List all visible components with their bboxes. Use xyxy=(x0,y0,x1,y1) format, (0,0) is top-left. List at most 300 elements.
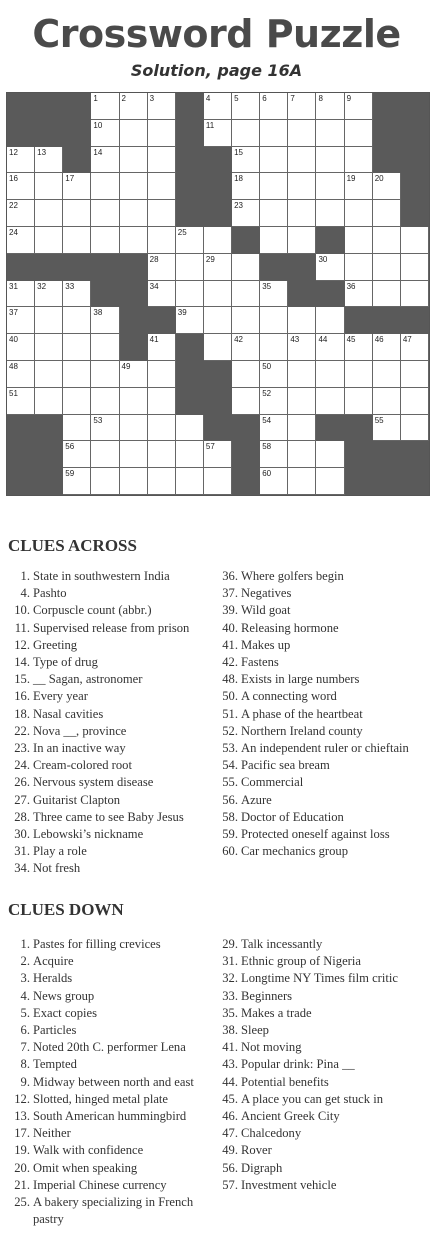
grid-cell-number: 46 xyxy=(374,335,384,345)
grid-cell-number: 20 xyxy=(374,174,384,184)
grid-cell[interactable] xyxy=(288,227,316,254)
grid-cell[interactable] xyxy=(260,147,288,174)
clue-text: Supervised release from prison xyxy=(33,620,190,635)
grid-cell[interactable] xyxy=(204,441,232,468)
grid-cell[interactable] xyxy=(120,227,148,254)
grid-cell[interactable] xyxy=(120,468,148,495)
grid-cell-number: 10 xyxy=(93,120,103,130)
clue-number: 11. xyxy=(14,620,30,635)
grid-cell[interactable] xyxy=(204,93,232,120)
clue-text: Negatives xyxy=(241,586,292,601)
grid-cell[interactable] xyxy=(148,281,176,308)
clue-number: 55. xyxy=(222,775,238,790)
grid-cell[interactable] xyxy=(232,120,260,147)
grid-cell[interactable] xyxy=(35,361,63,388)
grid-cell-number: 5 xyxy=(234,94,239,103)
clue-item xyxy=(222,1177,430,1194)
grid-cell-black xyxy=(176,173,204,200)
grid-cell[interactable] xyxy=(91,307,119,334)
clue-number: 54. xyxy=(222,758,238,773)
grid-cell[interactable] xyxy=(120,415,148,442)
grid-cell[interactable] xyxy=(204,281,232,308)
clue-item xyxy=(222,1142,430,1159)
grid-cell-number: 55 xyxy=(374,415,384,425)
grid-cell[interactable] xyxy=(91,93,119,120)
grid-cell[interactable] xyxy=(148,254,176,281)
grid-cell[interactable] xyxy=(373,254,401,281)
grid-cell[interactable] xyxy=(91,388,119,415)
grid-cell[interactable] xyxy=(345,93,373,120)
grid-cell[interactable] xyxy=(316,388,344,415)
grid-cell[interactable] xyxy=(120,93,148,120)
grid-cell[interactable] xyxy=(345,173,373,200)
clue-item xyxy=(14,1108,226,1125)
grid-cell[interactable] xyxy=(260,200,288,227)
grid-cell[interactable] xyxy=(35,173,63,200)
grid-cell[interactable] xyxy=(373,334,401,361)
grid-cell-number: 40 xyxy=(9,335,18,345)
clue-item xyxy=(222,654,430,671)
grid-cell-number: 3 xyxy=(149,94,155,103)
grid-cell[interactable] xyxy=(401,361,429,388)
grid-cell[interactable] xyxy=(176,415,204,442)
grid-cell[interactable] xyxy=(345,361,373,388)
grid-cell[interactable] xyxy=(288,93,316,120)
grid-cell[interactable] xyxy=(401,227,429,254)
grid-cell[interactable] xyxy=(176,281,204,308)
grid-cell-black xyxy=(401,200,429,227)
clue-number: 37. xyxy=(222,586,238,601)
clue-text: Pastes for filling crevices xyxy=(33,937,161,951)
grid-cell[interactable] xyxy=(316,147,344,174)
clue-text: Digraph xyxy=(241,1160,283,1175)
clue-number: 14. xyxy=(14,655,30,670)
grid-cell-black xyxy=(345,468,373,495)
grid-cell[interactable] xyxy=(204,307,232,334)
grid-cell[interactable] xyxy=(35,281,63,308)
grid-cell-number: 35 xyxy=(262,281,272,291)
page-subtitle: Solution, page 16A xyxy=(130,61,303,80)
clue-number: 4. xyxy=(20,988,30,1003)
grid-cell[interactable] xyxy=(260,227,288,254)
grid-cell[interactable] xyxy=(204,334,232,361)
grid-cell[interactable] xyxy=(204,468,232,495)
grid-cell[interactable] xyxy=(401,281,429,308)
clue-number: 17. xyxy=(14,1126,30,1141)
grid-cell[interactable] xyxy=(373,200,401,227)
grid-cell[interactable] xyxy=(373,227,401,254)
clue-text: Northern Ireland county xyxy=(241,723,363,738)
grid-cell[interactable] xyxy=(345,120,373,147)
grid-cell[interactable] xyxy=(316,441,344,468)
grid-cell-number: 41 xyxy=(149,335,159,345)
grid-cell[interactable] xyxy=(345,254,373,281)
grid-cell-number: 8 xyxy=(318,94,323,103)
grid-cell[interactable] xyxy=(232,173,260,200)
clue-item xyxy=(14,1160,226,1177)
clue-text: Every year xyxy=(33,689,88,704)
grid-cell[interactable] xyxy=(316,173,344,200)
grid-cell[interactable] xyxy=(260,307,288,334)
grid-cell-number: 43 xyxy=(290,335,300,345)
grid-cell[interactable] xyxy=(148,147,176,174)
grid-cell[interactable] xyxy=(232,281,260,308)
clue-item xyxy=(14,843,226,860)
grid-cell[interactable] xyxy=(288,415,316,442)
grid-cell[interactable] xyxy=(91,361,119,388)
clue-item xyxy=(14,637,226,654)
grid-cell[interactable] xyxy=(316,334,344,361)
clue-item xyxy=(222,1074,430,1091)
grid-cell[interactable] xyxy=(120,361,148,388)
grid-cell[interactable] xyxy=(204,254,232,281)
clue-number: 45. xyxy=(222,1091,238,1106)
grid-cell[interactable] xyxy=(148,200,176,227)
clue-number: 42. xyxy=(222,655,238,670)
clue-item xyxy=(14,723,226,740)
clue-text: A phase of the heartbeat xyxy=(241,706,363,721)
grid-cell-black xyxy=(176,147,204,174)
clue-number: 33. xyxy=(222,988,238,1003)
grid-cell-number: 56 xyxy=(65,442,75,452)
clue-item xyxy=(222,809,430,826)
clue-number: 5. xyxy=(20,1005,30,1020)
grid-cell[interactable] xyxy=(373,281,401,308)
grid-cell-number: 12 xyxy=(9,147,18,157)
grid-cell-black xyxy=(176,120,204,147)
grid-cell[interactable] xyxy=(288,441,316,468)
grid-cell-black xyxy=(35,441,63,468)
grid-cell[interactable] xyxy=(148,173,176,200)
grid-cell-black xyxy=(120,334,148,361)
grid-cell[interactable] xyxy=(148,415,176,442)
grid-cell[interactable] xyxy=(288,173,316,200)
grid-cell-number: 1 xyxy=(93,94,98,103)
grid-cell[interactable] xyxy=(35,388,63,415)
clue-number: 19. xyxy=(14,1143,30,1158)
grid-cell-black xyxy=(176,93,204,120)
grid-cell[interactable] xyxy=(232,388,260,415)
clue-number: 40. xyxy=(222,620,238,635)
grid-cell[interactable] xyxy=(232,307,260,334)
grid-cell-black xyxy=(316,281,344,308)
grid-cell-number: 2 xyxy=(121,94,126,103)
clue-item xyxy=(14,1177,226,1194)
grid-cell[interactable] xyxy=(63,415,91,442)
grid-cell[interactable] xyxy=(176,227,204,254)
grid-cell[interactable] xyxy=(7,173,35,200)
grid-cell[interactable] xyxy=(7,200,35,227)
grid-cell[interactable] xyxy=(120,120,148,147)
clue-number: 36. xyxy=(222,569,238,583)
grid-cell[interactable] xyxy=(260,120,288,147)
grid-cell[interactable] xyxy=(260,441,288,468)
grid-cell[interactable] xyxy=(176,254,204,281)
grid-cell[interactable] xyxy=(91,415,119,442)
grid-cell-black xyxy=(176,388,204,415)
clue-item xyxy=(14,809,226,826)
grid-cell[interactable] xyxy=(288,307,316,334)
grid-cell-number: 54 xyxy=(262,415,272,425)
grid-cell[interactable] xyxy=(316,120,344,147)
clue-text: Exact copies xyxy=(33,1005,97,1020)
clue-text: Noted 20th C. performer Lena xyxy=(33,1040,186,1055)
grid-cell[interactable] xyxy=(91,120,119,147)
grid-cell[interactable] xyxy=(316,468,344,495)
grid-cell[interactable] xyxy=(7,361,35,388)
clue-text: Cream-colored root xyxy=(33,758,132,773)
grid-cell[interactable] xyxy=(288,388,316,415)
clue-number: 43. xyxy=(222,1057,238,1072)
grid-cell[interactable] xyxy=(148,93,176,120)
grid-cell[interactable] xyxy=(63,200,91,227)
grid-cell[interactable] xyxy=(288,468,316,495)
grid-cell-number: 32 xyxy=(37,281,47,291)
grid-cell[interactable] xyxy=(7,307,35,334)
clue-text: Makes up xyxy=(241,637,291,652)
grid-cell-black xyxy=(232,441,260,468)
grid-cell[interactable] xyxy=(204,120,232,147)
grid-cell[interactable] xyxy=(345,334,373,361)
grid-cell[interactable] xyxy=(176,468,204,495)
grid-cell-black xyxy=(35,93,63,120)
grid-cell-black xyxy=(232,227,260,254)
clue-number: 23. xyxy=(14,741,30,756)
clue-text: Play a role xyxy=(33,844,87,859)
clue-number: 16. xyxy=(14,689,30,704)
grid-cell-black xyxy=(91,281,119,308)
clue-text: Longtime NY Times film critic xyxy=(241,971,398,986)
grid-cell[interactable] xyxy=(260,361,288,388)
clue-number: 1. xyxy=(20,569,30,583)
clue-text: Pashto xyxy=(33,586,67,601)
clue-number: 56. xyxy=(222,1160,238,1175)
grid-cell-number: 24 xyxy=(9,227,18,237)
grid-cell[interactable] xyxy=(148,227,176,254)
grid-cell[interactable] xyxy=(148,468,176,495)
grid-cell[interactable] xyxy=(260,468,288,495)
clue-number: 2. xyxy=(20,954,30,969)
grid-cell[interactable] xyxy=(345,281,373,308)
clue-text: Sleep xyxy=(241,1023,269,1038)
grid-cell-black xyxy=(345,441,373,468)
across-heading: CLUES ACROSS xyxy=(8,536,137,555)
clue-text: Lebowski’s nickname xyxy=(33,827,144,842)
grid-cell[interactable] xyxy=(373,361,401,388)
grid-cell[interactable] xyxy=(288,120,316,147)
clue-text: Potential benefits xyxy=(241,1074,329,1089)
grid-cell[interactable] xyxy=(120,200,148,227)
grid-cell[interactable] xyxy=(91,147,119,174)
clue-text: State in southwestern India xyxy=(33,569,170,583)
down-heading: CLUES DOWN xyxy=(8,900,124,919)
clue-text: __ Sagan, astronomer xyxy=(33,672,143,687)
clue-number: 60. xyxy=(222,844,238,859)
grid-cell-black xyxy=(148,307,176,334)
grid-cell[interactable] xyxy=(91,200,119,227)
grid-cell[interactable] xyxy=(345,388,373,415)
grid-cell[interactable] xyxy=(260,281,288,308)
grid-cell[interactable] xyxy=(204,227,232,254)
grid-cell[interactable] xyxy=(7,388,35,415)
grid-cell[interactable] xyxy=(232,334,260,361)
grid-cell[interactable] xyxy=(345,147,373,174)
clue-number: 47. xyxy=(222,1126,238,1141)
grid-cell[interactable] xyxy=(7,227,35,254)
grid-cell[interactable] xyxy=(148,441,176,468)
clue-item xyxy=(222,792,430,809)
grid-cell[interactable] xyxy=(35,227,63,254)
grid-cell[interactable] xyxy=(316,307,344,334)
grid-cell-black xyxy=(316,227,344,254)
grid-cell-number: 9 xyxy=(346,94,352,103)
down-clues-column-2 xyxy=(222,936,430,1194)
grid-cell-black xyxy=(176,200,204,227)
clue-text: Ancient Greek City xyxy=(241,1109,340,1124)
grid-cell-number: 18 xyxy=(234,174,243,184)
clue-number: 39. xyxy=(222,603,238,618)
grid-cell[interactable] xyxy=(148,334,176,361)
grid-cell[interactable] xyxy=(63,281,91,308)
grid-cell-black xyxy=(7,93,35,120)
grid-cell[interactable] xyxy=(91,334,119,361)
clue-item xyxy=(222,1108,430,1125)
grid-cell-black xyxy=(373,147,401,174)
grid-cell[interactable] xyxy=(260,93,288,120)
grid-cell-number: 28 xyxy=(149,254,159,264)
grid-cell[interactable] xyxy=(148,361,176,388)
grid-cell[interactable] xyxy=(260,415,288,442)
grid-cell[interactable] xyxy=(288,361,316,388)
grid-cell[interactable] xyxy=(120,441,148,468)
grid-cell-black xyxy=(373,307,401,334)
grid-cell[interactable] xyxy=(7,147,35,174)
clue-number: 34. xyxy=(14,861,30,876)
grid-cell[interactable] xyxy=(401,254,429,281)
grid-cell[interactable] xyxy=(260,334,288,361)
grid-cell[interactable] xyxy=(316,200,344,227)
grid-cell[interactable] xyxy=(345,200,373,227)
grid-cell[interactable] xyxy=(7,281,35,308)
clue-text: Heralds xyxy=(33,971,73,986)
grid-cell[interactable] xyxy=(91,227,119,254)
clue-number: 20. xyxy=(14,1160,30,1175)
grid-cell[interactable] xyxy=(63,468,91,495)
grid-cell[interactable] xyxy=(373,388,401,415)
grid-cell-number: 4 xyxy=(205,94,211,103)
grid-cell[interactable] xyxy=(63,334,91,361)
grid-cell[interactable] xyxy=(120,147,148,174)
clue-number: 24. xyxy=(14,758,30,773)
grid-cell[interactable] xyxy=(373,415,401,442)
grid-cell-black xyxy=(401,441,429,468)
grid-cell[interactable] xyxy=(35,334,63,361)
grid-cell[interactable] xyxy=(63,361,91,388)
clue-item xyxy=(14,953,226,970)
grid-cell[interactable] xyxy=(63,307,91,334)
grid-cell[interactable] xyxy=(401,334,429,361)
grid-cell[interactable] xyxy=(120,173,148,200)
clue-number: 15. xyxy=(14,672,30,687)
grid-cell[interactable] xyxy=(232,361,260,388)
grid-cell[interactable] xyxy=(35,307,63,334)
grid-cell-black xyxy=(401,120,429,147)
clue-item xyxy=(222,1056,430,1073)
grid-cell[interactable] xyxy=(148,388,176,415)
grid-cell[interactable] xyxy=(288,200,316,227)
grid-cell[interactable] xyxy=(232,93,260,120)
grid-cell-black xyxy=(204,361,232,388)
grid-cell[interactable] xyxy=(401,388,429,415)
clue-text: Rover xyxy=(241,1143,272,1158)
clue-text: Makes a trade xyxy=(241,1005,312,1020)
grid-cell[interactable] xyxy=(232,200,260,227)
grid-cell[interactable] xyxy=(91,441,119,468)
grid-cell[interactable] xyxy=(63,173,91,200)
clue-item xyxy=(222,757,430,774)
grid-cell-black xyxy=(401,173,429,200)
grid-cell[interactable] xyxy=(176,441,204,468)
grid-cell[interactable] xyxy=(260,173,288,200)
clue-item xyxy=(222,970,430,987)
grid-cell-black xyxy=(373,93,401,120)
grid-cell-black xyxy=(35,120,63,147)
grid-cell[interactable] xyxy=(316,254,344,281)
grid-cell[interactable] xyxy=(176,307,204,334)
clue-text: Walk with confidence xyxy=(33,1143,144,1158)
grid-cell[interactable] xyxy=(288,147,316,174)
grid-cell-black xyxy=(204,415,232,442)
clue-item xyxy=(222,688,430,705)
grid-cell[interactable] xyxy=(120,388,148,415)
grid-cell[interactable] xyxy=(345,227,373,254)
grid-cell-black xyxy=(401,147,429,174)
clue-text: Beginners xyxy=(241,988,293,1003)
clue-item xyxy=(14,706,226,723)
grid-cell-black xyxy=(401,307,429,334)
grid-cell[interactable] xyxy=(148,120,176,147)
clue-text: A place you can get stuck in xyxy=(241,1091,383,1106)
grid-cell[interactable] xyxy=(316,93,344,120)
grid-cell[interactable] xyxy=(288,334,316,361)
clue-text: In an inactive way xyxy=(33,741,126,756)
grid-cell-black xyxy=(176,361,204,388)
grid-cell[interactable] xyxy=(63,388,91,415)
grid-cell-number: 52 xyxy=(262,388,272,398)
grid-cell[interactable] xyxy=(373,173,401,200)
grid-cell[interactable] xyxy=(63,441,91,468)
grid-cell-black xyxy=(232,415,260,442)
clue-text: Releasing hormone xyxy=(241,620,339,635)
grid-cell[interactable] xyxy=(232,254,260,281)
grid-cell[interactable] xyxy=(63,227,91,254)
grid-cell[interactable] xyxy=(260,388,288,415)
grid-cell[interactable] xyxy=(401,415,429,442)
grid-cell[interactable] xyxy=(316,361,344,388)
clue-item xyxy=(14,1039,226,1056)
clue-item xyxy=(14,1022,226,1039)
grid-cell[interactable] xyxy=(35,200,63,227)
clue-item xyxy=(222,1160,430,1177)
grid-cell[interactable] xyxy=(91,468,119,495)
grid-cell[interactable] xyxy=(232,147,260,174)
grid-cell-black xyxy=(345,307,373,334)
grid-cell[interactable] xyxy=(7,334,35,361)
clue-text: Type of drug xyxy=(33,655,98,670)
grid-cell[interactable] xyxy=(35,147,63,174)
grid-cell[interactable] xyxy=(91,173,119,200)
clue-text: Commercial xyxy=(241,775,304,790)
